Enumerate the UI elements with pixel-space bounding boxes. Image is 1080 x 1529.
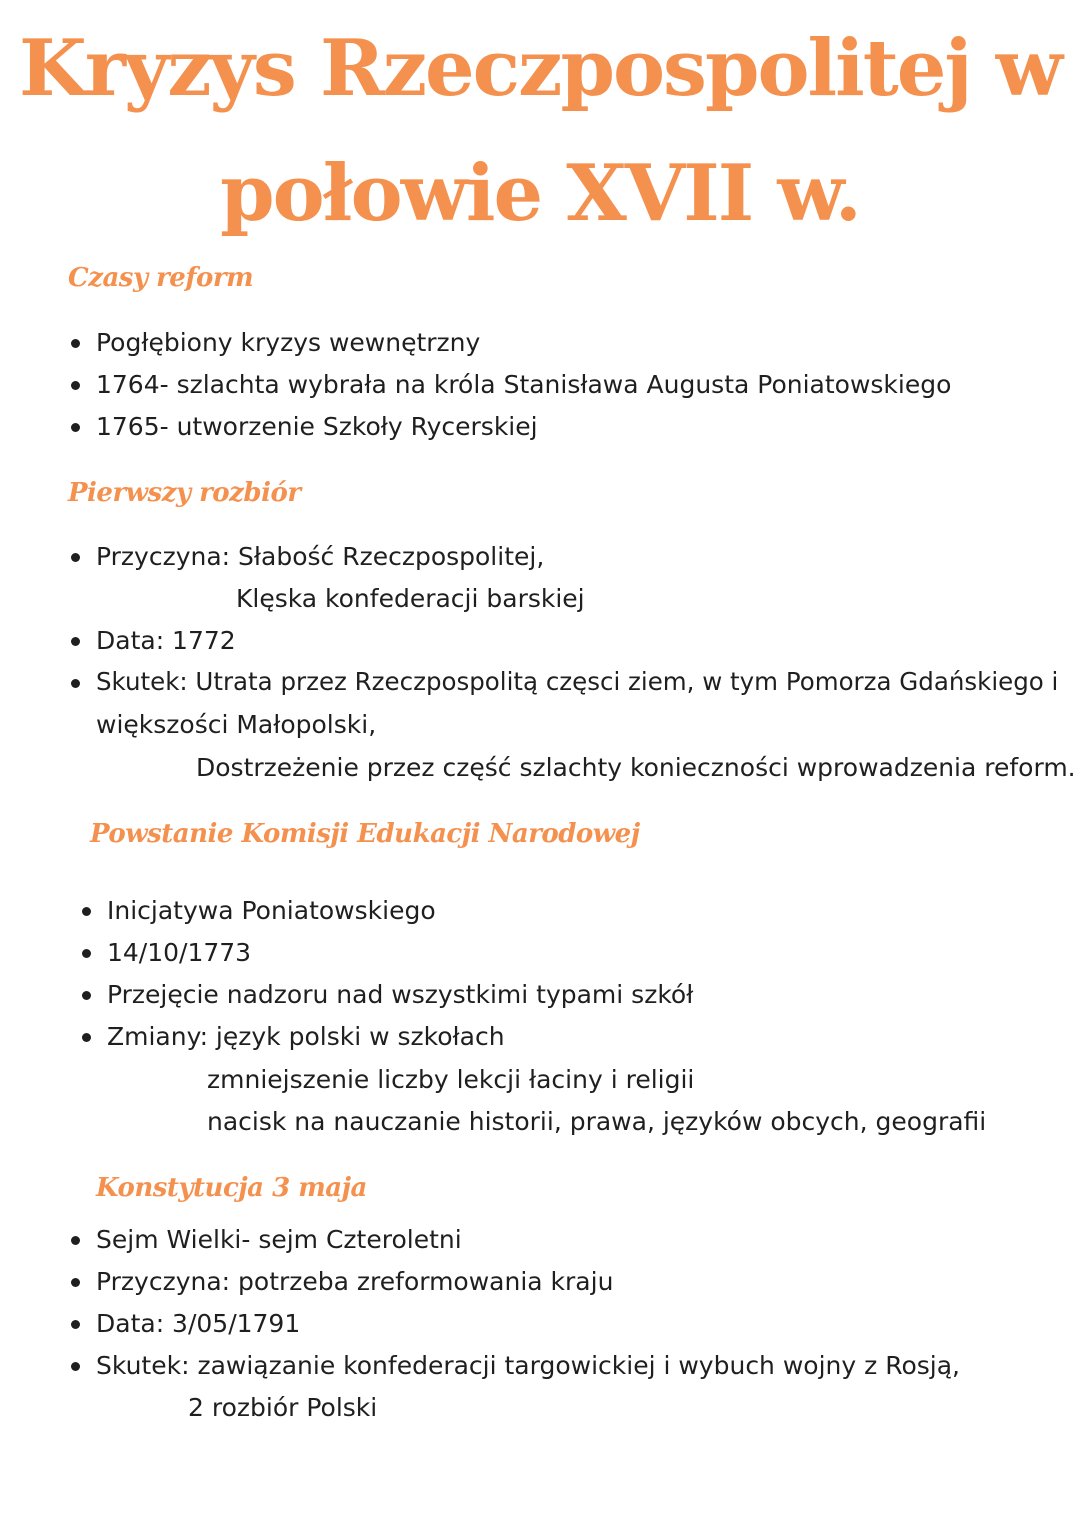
list-item: Data: 3/05/1791 xyxy=(96,1309,301,1338)
list-item-continuation: Dostrzeżenie przez część szlachty konieczności wprowadzenia reform. xyxy=(196,753,1076,782)
list-item-continuation: 2 rozbiór Polski xyxy=(188,1393,378,1422)
list-item: Skutek: zawiązanie konfederacji targowickiej i wybuch wojny z Rosją, xyxy=(96,1351,960,1380)
list-item-continuation: większości Małopolski, xyxy=(96,710,377,739)
list-item-continuation: zmniejszenie liczby lekcji łaciny i religii xyxy=(207,1065,695,1094)
list-item: Skutek: Utrata przez Rzeczpospolitą częsci ziem, w tym Pomorza Gdańskiego i xyxy=(96,667,1059,696)
list-item: Inicjatywa Poniatowskiego xyxy=(107,896,436,925)
list-item-continuation: Klęska konfederacji barskiej xyxy=(236,584,585,613)
list-item: Zmiany: język polski w szkołach xyxy=(107,1022,505,1051)
list-item: Przyczyna: potrzeba zreformowania kraju xyxy=(96,1267,614,1296)
list-item: 1765- utworzenie Szkoły Rycerskiej xyxy=(96,412,538,441)
list-item: Pogłębiony kryzys wewnętrzny xyxy=(96,328,481,357)
list-item: Data: 1772 xyxy=(96,626,236,655)
section-heading-ken: Powstanie Komisji Edukacji Narodowej xyxy=(90,819,640,849)
section-heading-first-partition: Pierwszy rozbiór xyxy=(68,478,301,508)
list-item-continuation: nacisk na nauczanie historii, prawa, języków obcych, geografii xyxy=(207,1107,987,1136)
page-title-line-2: połowie XVII w. xyxy=(220,148,860,239)
list-item: 1764- szlachta wybrała na króla Stanisława Augusta Poniatowskiego xyxy=(96,370,952,399)
list-item: Przejęcie nadzoru nad wszystkimi typami szkół xyxy=(107,980,694,1009)
section-heading-reforms: Czasy reform xyxy=(68,263,254,293)
section-heading-constitution: Konstytucja 3 maja xyxy=(96,1173,367,1203)
list-item: 14/10/1773 xyxy=(107,938,252,967)
list-item: Przyczyna: Słabość Rzeczpospolitej, xyxy=(96,542,545,571)
list-item: Sejm Wielki- sejm Czteroletni xyxy=(96,1225,462,1254)
page-title-line-1: Kryzys Rzeczpospolitej w xyxy=(19,23,1061,114)
